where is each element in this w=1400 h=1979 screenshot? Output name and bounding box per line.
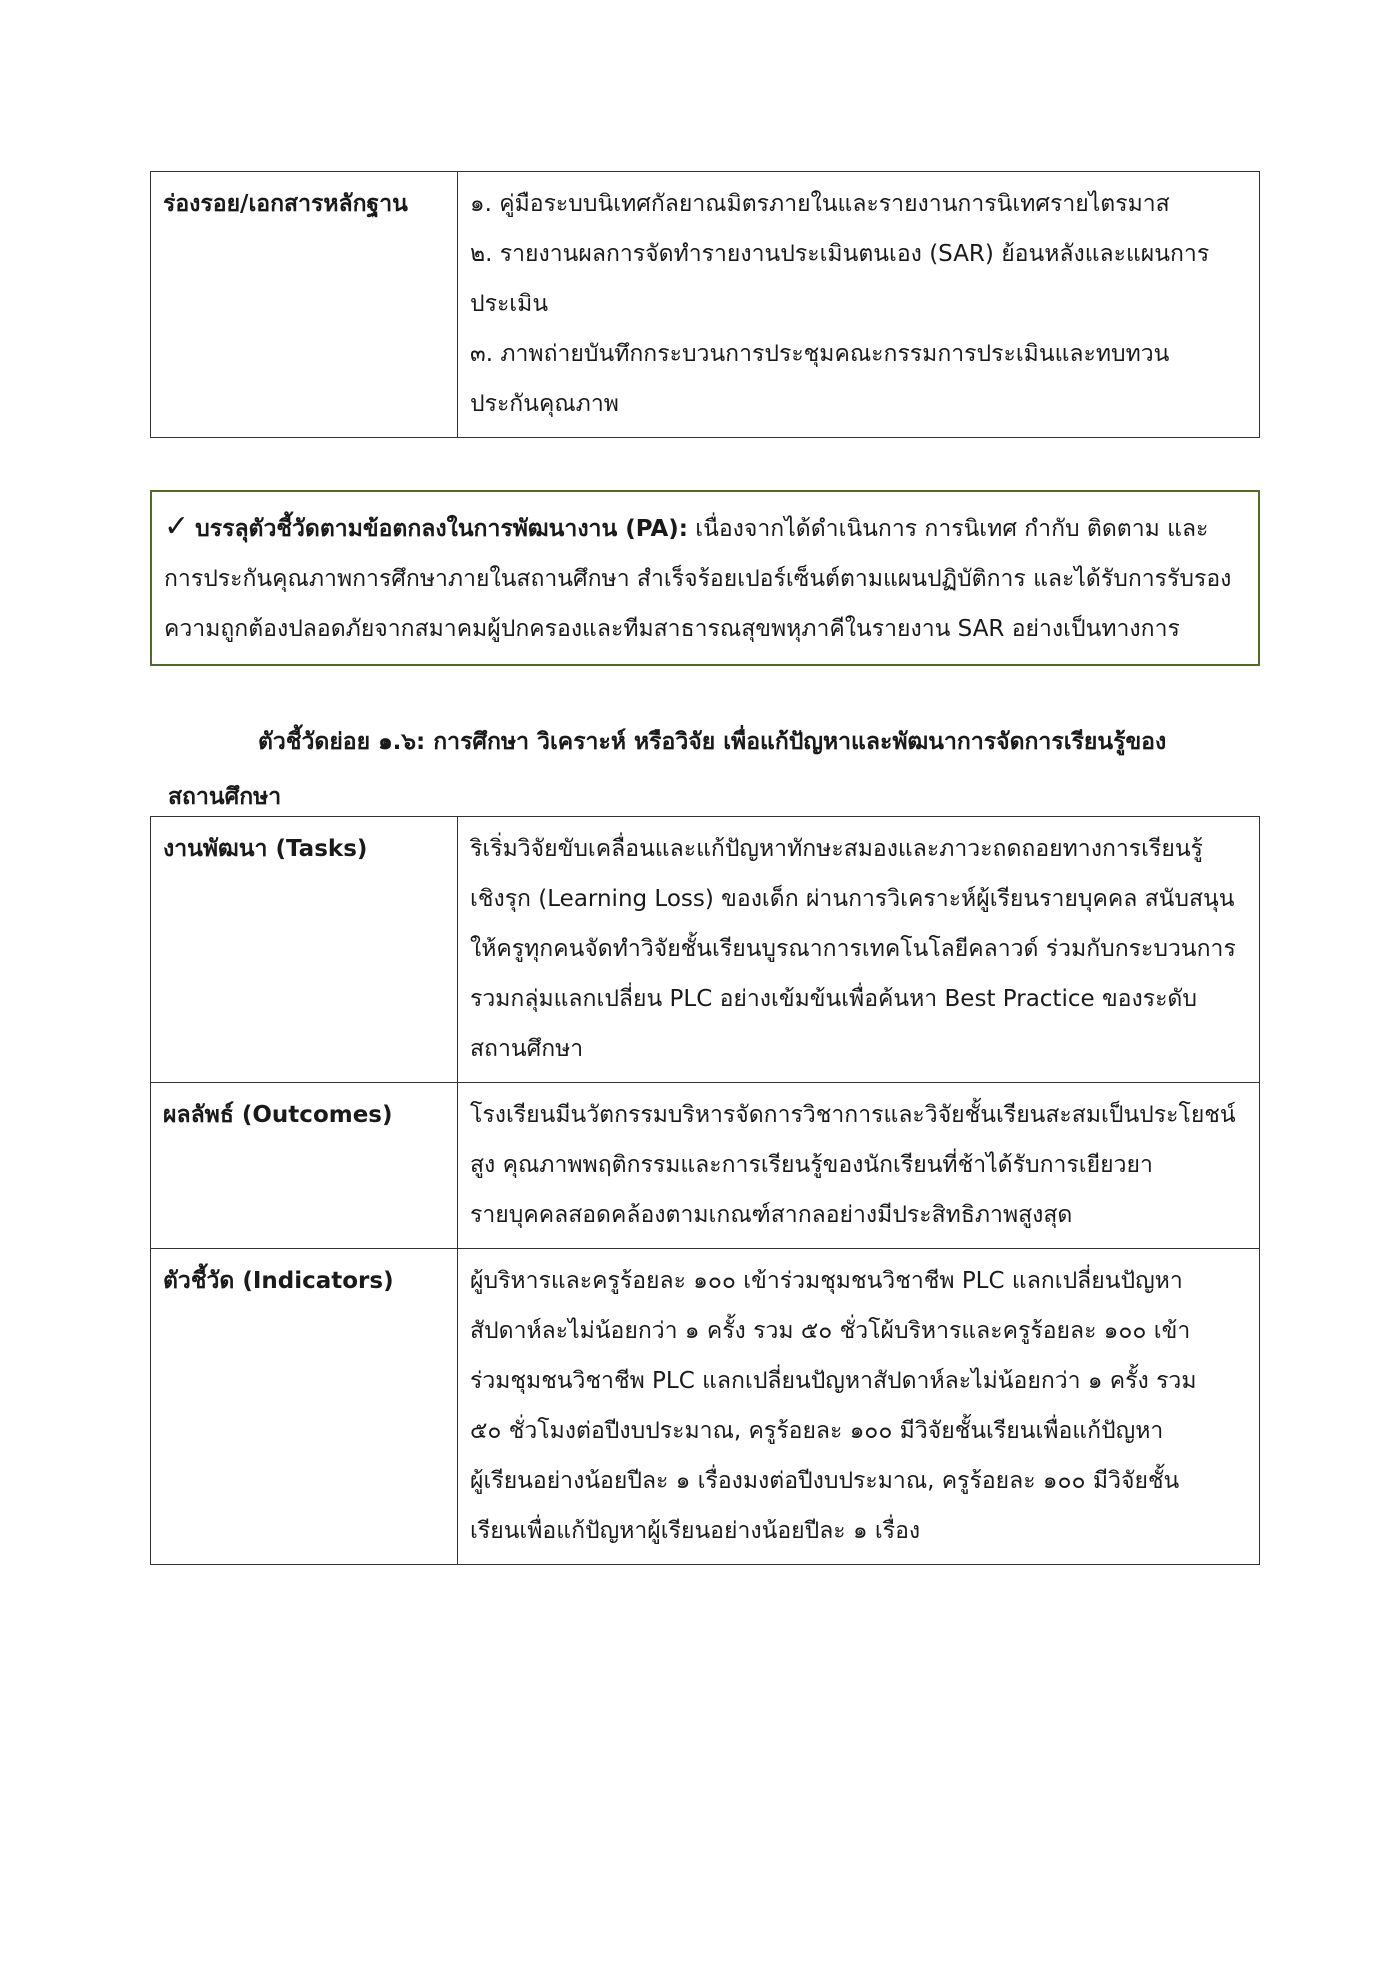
tasks-line-4: รวมกลุ่มแลกเปลี่ยน PLC อย่างเข้มข้นเพื่อค้นหา Best Practice ของระดับ	[470, 986, 1197, 1012]
outcomes-content	[458, 1083, 1260, 1249]
evidence-table	[150, 171, 1260, 438]
indicators-label: ตัวชี้วัด (Indicators)	[151, 1249, 458, 1565]
evidence-line-4: ๓. ภาพถ่ายบันทึกกระบวนการประชุมคณะกรรมการประเมินและทบทวน	[470, 341, 1170, 367]
tasks-line-3: ให้ครูทุกคนจัดทำวิจัยชั้นเรียนบูรณาการเทคโนโลยีคลาวด์ ร่วมกับกระบวนการ	[470, 936, 1236, 962]
tasks-line-5: สถานศึกษา	[470, 1036, 584, 1062]
indicator-table	[150, 816, 1260, 1565]
tasks-line-1: ริเริ่มวิจัยขับเคลื่อนและแก้ปัญหาทักษะสมองและภาวะถดถอยทางการเรียนรู้	[470, 836, 1203, 862]
evidence-label: ร่องรอย/เอกสารหลักฐาน	[151, 172, 458, 438]
indicators-line-2: สัปดาห์ละไม่น้อยกว่า ๑ ครั้ง รวม ๕๐ ชั่วโผ้บริหารและครูร้อยละ ๑๐๐ เข้า	[470, 1318, 1191, 1344]
outcomes-line-3: รายบุคคลสอดคล้องตามเกณฑ์สากลอย่างมีประสิทธิภาพสูงสุด	[470, 1202, 1073, 1228]
check-mark-icon: ✓	[164, 509, 190, 544]
pa-title: บรรลุตัวชี้วัดตามข้อตกลงในการพัฒนางาน (PA):	[195, 516, 688, 542]
indicators-line-1: ผู้บริหารและครูร้อยละ ๑๐๐ เข้าร่วมชุมชนวิชาชีพ PLC แลกเปลี่ยนปัญหา	[470, 1268, 1183, 1294]
indicators-line-3: ร่วมชุมชนวิชาชีพ PLC แลกเปลี่ยนปัญหาสัปดาห์ละไม่น้อยกว่า ๑ ครั้ง รวม	[470, 1368, 1197, 1394]
sub-indicator-heading-line-2: สถานศึกษา	[168, 784, 282, 810]
indicators-content	[458, 1249, 1260, 1565]
pa-line-3: ความถูกต้องปลอดภัยจากสมาคมผู้ปกครองและทีมสาธารณสุขพหุภาคีในรายงาน SAR อย่างเป็นทางการ	[164, 616, 1180, 642]
evidence-line-2: ๒. รายงานผลการจัดทำรายงานประเมินตนเอง (SAR) ย้อนหลังและแผนการ	[470, 241, 1210, 267]
pa-line-1-text: เนื่องจากได้ดำเนินการ การนิเทศ กำกับ ติดตาม และ	[687, 516, 1209, 542]
indicators-row	[151, 1249, 1260, 1565]
outcomes-line-2: สูง คุณภาพพฤติกรรมและการเรียนรู้ของนักเรียนที่ช้าได้รับการเยียวยา	[470, 1152, 1153, 1178]
evidence-row	[151, 172, 1260, 438]
pa-line-1	[164, 502, 1248, 554]
pa-achievement-box	[150, 490, 1260, 666]
pa-line-2: การประกันคุณภาพการศึกษาภายในสถานศึกษา สำเร็จร้อยเปอร์เซ็นต์ตามแผนปฏิบัติการ และได้รับการรับรอง	[164, 566, 1232, 592]
evidence-content	[458, 172, 1260, 438]
evidence-line-1: ๑. คู่มือระบบนิเทศกัลยาณมิตรภายในและรายงานการนิเทศรายไตรมาส	[470, 191, 1170, 217]
tasks-content	[458, 817, 1260, 1083]
tasks-label: งานพัฒนา (Tasks)	[151, 817, 458, 1083]
outcomes-label: ผลลัพธ์ (Outcomes)	[151, 1083, 458, 1249]
sub-indicator-heading-line-1: ตัวชี้วัดย่อย ๑.๖: การศึกษา วิเคราะห์ หรือวิจัย เพื่อแก้ปัญหาและพัฒนาการจัดการเรียนรู้ของ	[258, 729, 1167, 755]
outcomes-row	[151, 1083, 1260, 1249]
indicators-line-5: ผู้เรียนอย่างน้อยปีละ ๑ เรื่องมงต่อปีงบประมาณ, ครูร้อยละ ๑๐๐ มีวิจัยชั้น	[470, 1468, 1180, 1494]
indicators-line-4: ๕๐ ชั่วโมงต่อปีงบประมาณ, ครูร้อยละ ๑๐๐ มีวิจัยชั้นเรียนเพื่อแก้ปัญหา	[470, 1418, 1164, 1444]
tasks-line-2: เชิงรุก (Learning Loss) ของเด็ก ผ่านการวิเคราะห์ผู้เรียนรายบุคคล สนับสนุน	[470, 886, 1235, 912]
indicators-line-6: เรียนเพื่อแก้ปัญหาผู้เรียนอย่างน้อยปีละ ๑ เรื่อง	[470, 1518, 921, 1544]
sub-indicator-heading	[168, 715, 1268, 825]
evidence-line-5: ประกันคุณภาพ	[470, 391, 619, 417]
evidence-line-3: ประเมิน	[470, 291, 549, 317]
tasks-row	[151, 817, 1260, 1083]
outcomes-line-1: โรงเรียนมีนวัตกรรมบริหารจัดการวิชาการและวิจัยชั้นเรียนสะสมเป็นประโยชน์	[470, 1102, 1236, 1128]
